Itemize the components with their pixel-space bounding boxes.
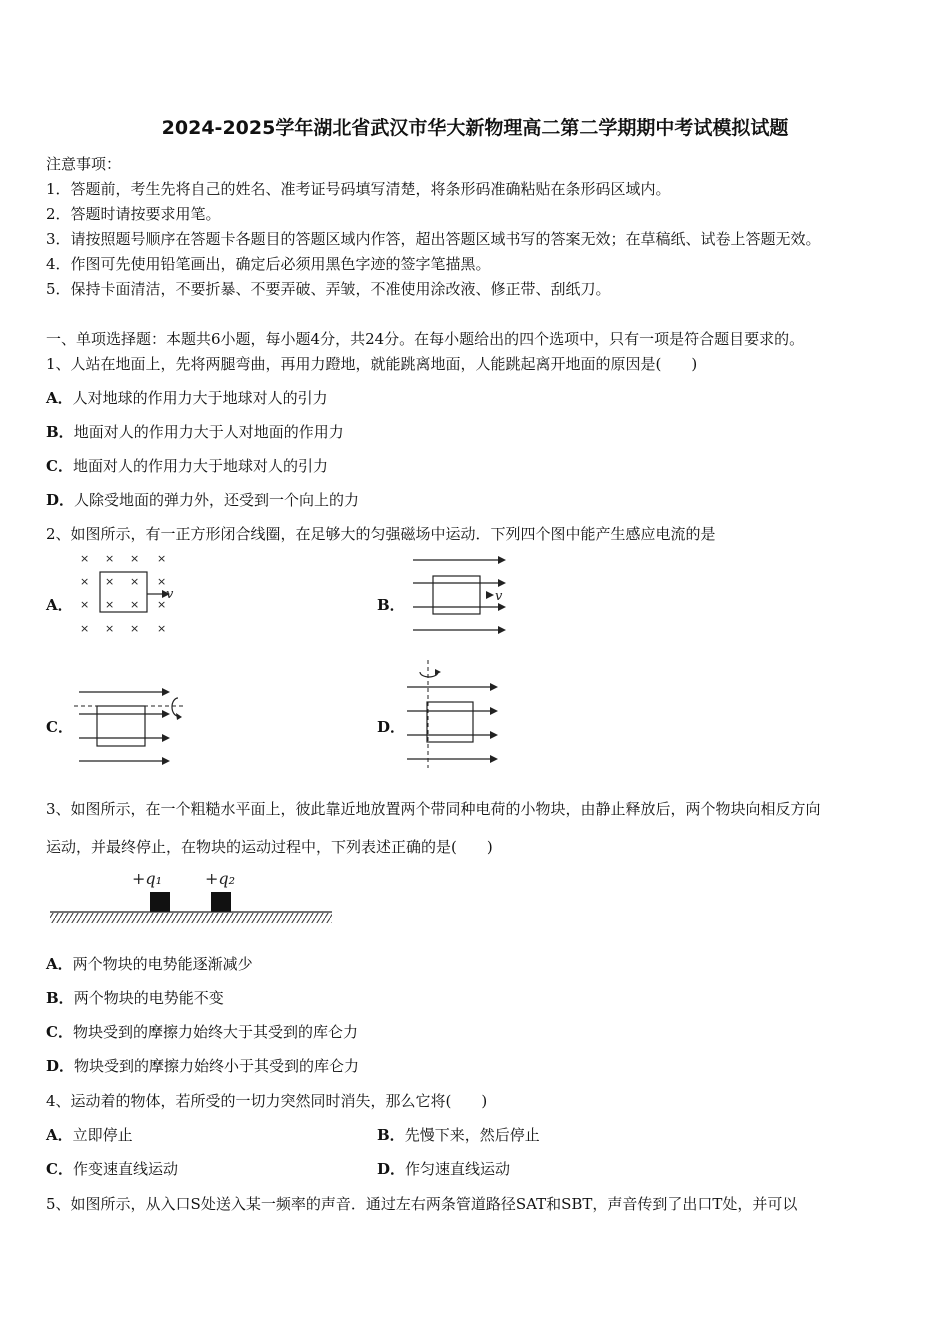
option-text: 物块受到的摩擦力始终大于其受到的库仑力 <box>72 1023 358 1041</box>
page-title: 2024-2025学年湖北省武汉市华大新物理高二第二学期期中考试模拟试题 <box>161 117 789 139</box>
q1-option-b[interactable] <box>46 421 344 442</box>
cross-mark: × <box>105 598 115 611</box>
notice-item: 1．答题前，考生先将自己的姓名、准考证号码填写清楚，将条形码准确粘贴在条形码区域内。 <box>46 180 671 198</box>
option-letter: A． <box>46 389 73 407</box>
option-letter: A． <box>46 955 73 973</box>
notice-item: 3．请按照题号顺序在答题卡各题目的答题区域内作答，超出答题区域书写的答案无效；在草稿纸、试卷上答题无效。 <box>46 230 821 248</box>
question-3-stem-line2: 运动，并最终停止，在物块的运动过程中，下列表述正确的是( ) <box>46 838 493 856</box>
cross-mark: × <box>130 552 140 565</box>
question-5-stem: 5、如图所示，从入口S处送入某一频率的声音．通过左右两条管道路径SAT和SBT，声音传到了出口T处，并可以 <box>46 1195 798 1213</box>
option-text: 先慢下来，然后停止 <box>404 1126 540 1144</box>
option-letter: D． <box>46 491 75 509</box>
question-4-stem: 4、运动着的物体，若所受的一切力突然同时消失，那么它将( ) <box>46 1092 488 1110</box>
option-text: 两个物块的电势能不变 <box>73 989 224 1007</box>
option-text: 人对地球的作用力大于地球对人的引力 <box>72 389 328 407</box>
option-text: 人除受地面的弹力外，还受到一个向上的力 <box>74 491 360 509</box>
q1-option-c[interactable] <box>46 455 328 476</box>
q2-figure-b <box>408 552 518 637</box>
option-letter: B． <box>46 423 74 441</box>
q2-option-d-label[interactable]: D． <box>377 718 406 736</box>
option-text: 立即停止 <box>72 1126 133 1144</box>
q3-option-d[interactable] <box>46 1055 359 1076</box>
section-heading: 一、单项选择题：本题共6小题，每小题4分，共24分。在每小题给出的四个选项中，只有一项是符合题目要求的。 <box>46 330 805 348</box>
question-1-stem: 1、人站在地面上，先将两腿弯曲，再用力蹬地，就能跳离地面，人能跳起离开地面的原因是( ) <box>46 355 698 373</box>
q4-option-c[interactable] <box>46 1158 178 1179</box>
cross-mark: × <box>105 552 115 565</box>
option-letter: C． <box>46 1023 73 1041</box>
cross-mark: × <box>105 622 115 635</box>
q2-option-c-label[interactable]: C． <box>46 718 73 736</box>
notice-item: 4．作图可先使用铅笔画出，确定后必须用黑色字迹的签字笔描黑。 <box>46 255 491 273</box>
option-text: 作变速直线运动 <box>72 1160 178 1178</box>
cross-mark: × <box>130 598 140 611</box>
option-letter: D． <box>377 1160 406 1178</box>
cross-mark: × <box>130 622 140 635</box>
option-text: 地面对人的作用力大于人对地面的作用力 <box>73 423 344 441</box>
q2-figure-a <box>70 548 190 638</box>
q4-option-d[interactable] <box>377 1158 510 1179</box>
option-text: 物块受到的摩擦力始终小于其受到的库仑力 <box>74 1057 360 1075</box>
cross-mark: × <box>157 575 167 588</box>
q3-option-a[interactable] <box>46 953 253 974</box>
q2-option-a-label[interactable]: A． <box>46 596 73 614</box>
q3-option-b[interactable] <box>46 987 224 1008</box>
cross-mark: × <box>105 575 115 588</box>
option-letter: D． <box>46 1057 75 1075</box>
question-3-stem-line1: 3、如图所示，在一个粗糙水平面上，彼此靠近地放置两个带同种电荷的小物块，由静止释放后，两个物块向相反方向 <box>46 800 821 818</box>
q2-option-b-label[interactable]: B． <box>377 596 405 614</box>
option-letter: C． <box>46 457 73 475</box>
charge-label-q2: +q₂ <box>205 869 236 888</box>
cross-mark: × <box>157 552 167 565</box>
option-letter: B． <box>377 1126 405 1144</box>
q1-option-a[interactable] <box>46 387 328 408</box>
q4-option-b[interactable] <box>377 1124 540 1145</box>
notice-item: 2．答题时请按要求用笔。 <box>46 205 221 223</box>
cross-mark: × <box>80 575 90 588</box>
option-text: 地面对人的作用力大于地球对人的引力 <box>72 457 328 475</box>
question-2-stem: 2、如图所示，有一正方形闭合线圈，在足够大的匀强磁场中运动．下列四个图中能产生感应电流的是 <box>46 525 716 543</box>
option-text: 两个物块的电势能逐渐减少 <box>72 955 253 973</box>
cross-mark: × <box>157 622 167 635</box>
cross-mark: × <box>157 598 167 611</box>
cross-mark: × <box>80 552 90 565</box>
q3-figure <box>50 862 340 932</box>
q3-option-c[interactable] <box>46 1021 358 1042</box>
charge-label-q1: +q₁ <box>132 869 163 888</box>
q2-figure-c <box>74 684 194 769</box>
cross-mark: × <box>80 598 90 611</box>
q2-figure-d <box>404 660 514 770</box>
cross-mark: × <box>130 575 140 588</box>
q4-option-a[interactable] <box>46 1124 133 1145</box>
velocity-label: v <box>495 589 503 604</box>
option-letter: A． <box>46 1126 73 1144</box>
cross-mark: × <box>80 622 90 635</box>
notice-item: 5．保持卡面清洁，不要折暴、不要弄破、弄皱，不准使用涂改液、修正带、刮纸刀。 <box>46 280 611 298</box>
velocity-label: v <box>166 587 174 602</box>
option-letter: C． <box>46 1160 73 1178</box>
notice-heading: 注意事项： <box>46 155 122 173</box>
q1-option-d[interactable] <box>46 489 359 510</box>
option-letter: B． <box>46 989 74 1007</box>
option-text: 作匀速直线运动 <box>405 1160 511 1178</box>
